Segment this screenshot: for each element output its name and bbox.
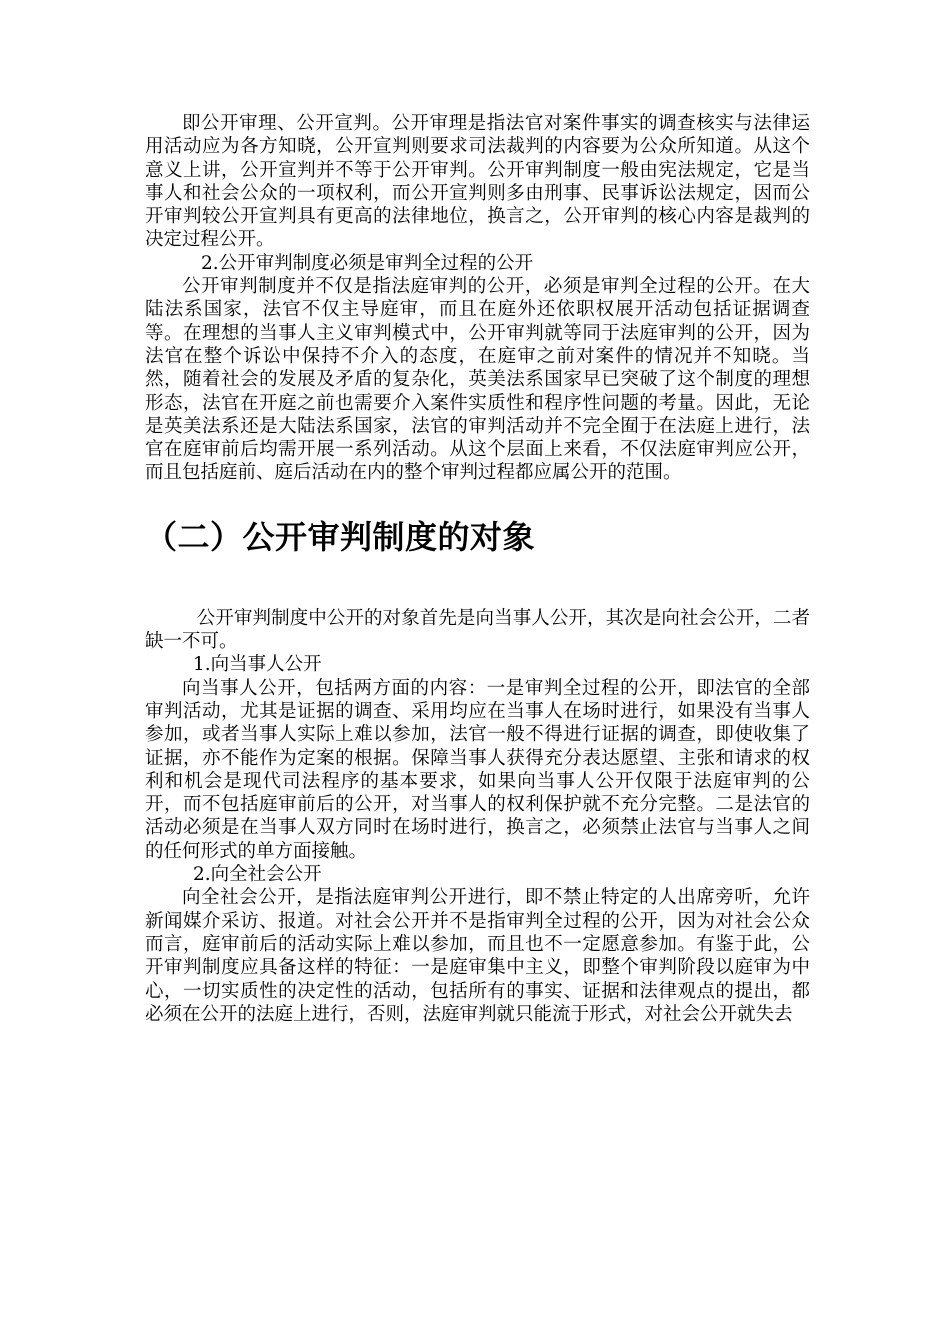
subheading: 2.公开审判制度必须是审判全过程的公开 bbox=[201, 252, 534, 274]
body-paragraph: 向当事人公开，包括两方面的内容：一是审判全过程的公开，即法官的全部审判活动，尤其是证据的调查、采用均应在当事人在场时进行，如果没有当事人参加，或者当事人实际上难以参加，法官一般不得进行证据的调查，即使收集了证据，亦不能作为定案的根据。保障当事人获得充分表达愿望、主张和请求的权利和机会是现代司法程序的基本要求，如果向当事人公开仅限于法庭审判的公开，而不包括庭审前后的公开，对当事人的权利保护就不充分完整。二是法官的活动必须是在当事人双方同时在场时进行，换言之，必须禁止法官与当事人之间的任何形式的单方面接触。 bbox=[145, 677, 810, 862]
section-heading: （二）公开审判制度的对象 bbox=[145, 517, 536, 556]
body-paragraph: 公开审判制度并不仅是指法庭审判的公开，必须是审判全过程的公开。在大陆法系国家，法官不仅主导庭审，而且在庭外还依职权展开活动包括证据调查等。在理想的当事人主义审判模式中，公开审判就等同于法庭审判的公开，因为法官在整个诉讼中保持不介入的态度，在庭审之前对案件的情况并不知晓。当然，随着社会的发展及矛盾的复杂化，英美法系国家早已突破了这个制度的理想形态，法官在开庭之前也需要介入案件实质性和程序性问题的考量。因此，无论是英美法系还是大陆法系国家，法官的审判活动并不完全囿于在法庭上进行，法官在庭审前后均需开展一系列活动。从这个层面上来看，不仅法庭审判应公开，而且包括庭前、庭后活动在内的整个审判过程都应属公开的范围。 bbox=[145, 276, 810, 484]
heading-spacer bbox=[145, 559, 810, 607]
document-page bbox=[145, 112, 810, 1026]
body-paragraph: 公开审判制度中公开的对象首先是向当事人公开，其次是向社会公开，二者缺一不可。 bbox=[145, 607, 810, 653]
subheading: 1.向当事人公开 bbox=[193, 654, 322, 676]
body-paragraph: 向全社会公开，是指法庭审判公开进行，即不禁止特定的人出席旁听，允许新闻媒介采访、报道。对社会公开并不是指审判全过程的公开，因为对社会公众而言，庭审前后的活动实际上难以参加，而且也不一定愿意参加。有鉴于此，公开审判制度应具备这样的特征：一是庭审集中主义，即整个审判阶段以庭审为中心，一切实质性的决定性的活动，包括所有的事实、证据和法律观点的提出，都必须在公开的法庭上进行，否则，法庭审判就只能流于形式，对社会公开就失去 bbox=[145, 887, 810, 1025]
body-paragraph: 即公开审理、公开宣判。公开审理是指法官对案件事实的调查核实与法律运用活动应为各方知晓，公开宣判则要求司法裁判的内容要为公众所知道。从这个意义上讲，公开宣判并不等于公开审判。公开审判制度一般由宪法规定，它是当事人和社会公众的一项权利，而公开宣判则多由刑事、民事诉讼法规定，因而公开审判较公开宣判具有更高的法律地位，换言之，公开审判的核心内容是裁判的决定过程公开。 bbox=[145, 113, 810, 251]
subheading: 2.向全社会公开 bbox=[193, 864, 322, 886]
